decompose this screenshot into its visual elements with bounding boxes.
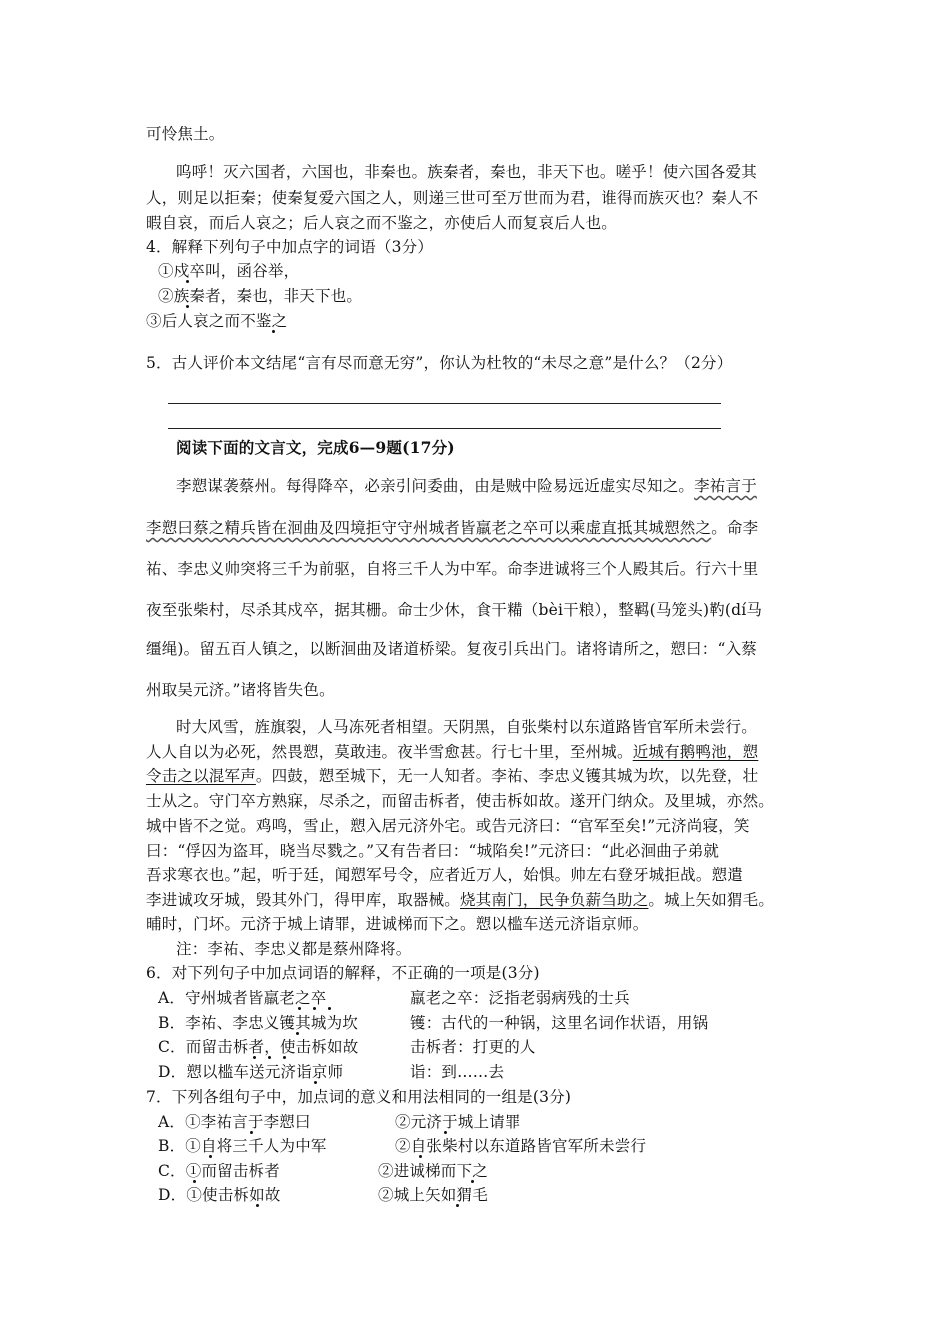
- section-heading: 阅读下面的文言文，完成6—9题(17分): [176, 438, 455, 457]
- answer-line: [168, 428, 721, 429]
- emphasis-dot: [313, 1007, 316, 1010]
- emphasis-dot: [296, 1032, 299, 1035]
- passage2-line: [146, 765, 758, 787]
- emphasis-dot: [283, 1056, 286, 1059]
- question-7-pair-a: ②元济于城上请罪: [395, 1113, 521, 1131]
- passage2-text: 。命李: [711, 519, 759, 537]
- passage2-line: 时大风雪，旌旗裂，人马冻死者相望。天阴黑，自张柴村以东道路皆官军所未尝行。: [176, 718, 757, 736]
- passage2-text: 。城上矢如猬毛。: [648, 891, 775, 909]
- passage2-line: 吾求寒衣也。”起，听于廷，闻愬军号令，应者近万人，始惧。帅左右登牙城拒战。愬遣: [146, 866, 743, 884]
- wavy-underlined-text: 李愬曰蔡之精兵皆在洄曲及四境拒守守州城者皆羸老之卒可以乘虚直抵其城愬然之: [146, 519, 712, 537]
- passage2-line: 士从之。守门卒方熟寐，尽杀之，而留击柝者，使击柝如故。遂开门纳众。及里城，亦然。: [146, 792, 775, 810]
- emphasis-dot: [209, 1155, 212, 1158]
- question-7-option-a: A．①李祐言于李愬曰: [158, 1113, 311, 1131]
- underlined-text: 近城有鹅鸭池，愬: [632, 743, 759, 761]
- passage2-line: [176, 475, 757, 497]
- passage1-line: 可怜焦土。: [146, 125, 225, 143]
- question-4-item: ③后人哀之而不鉴之: [146, 312, 288, 330]
- passage2-line: [146, 889, 774, 911]
- emphasis-dot: [471, 1180, 474, 1183]
- emphasis-dot: [456, 1204, 459, 1207]
- passage2-line: 缰绳)。留五百人镇之，以断洄曲及诸道桥梁。复夜引兵出门。诸将请所之，愬曰：“入蔡: [146, 640, 757, 658]
- emphasis-dot: [268, 1056, 271, 1059]
- passage2-line: 晡时，门坏。元济于城上请罪，进诚梯而下之。愬以槛车送元济诣京师。: [146, 915, 649, 933]
- emphasis-dot: [186, 280, 189, 283]
- emphasis-dot: [272, 330, 275, 333]
- underlined-text: 烧其南门，民争负薪刍助之: [460, 891, 649, 909]
- passage2-text: 人人自以为必死，然畏愬，莫敢违。夜半雪愈甚。行七十里，至州城。: [146, 743, 633, 761]
- question-5-stem: 5．古人评价本文结尾“言有尽而意无穷”，你认为杜牧的“未尽之意”是什么？（2分）: [146, 354, 733, 372]
- question-7-option-c: C．①而留击柝者: [158, 1162, 280, 1180]
- passage2-line: 祐、李忠义帅突将三千为前驱，自将三千人为中军。命李进诚将三个人殿其后。行六十里: [146, 560, 759, 578]
- passage2-line: 曰：“俘囚为盗耳，晓当尽戮之。”又有告者曰：“城陷矣!”元济曰：“此必洄曲子弟就: [146, 842, 720, 860]
- passage2-line: 州取吴元济。”诸将皆失色。: [146, 681, 335, 699]
- passage1-line: 暇自哀，而后人哀之；后人哀之而不鉴之，亦使后人而复哀后人也。: [146, 214, 618, 232]
- emphasis-dot: [250, 1131, 253, 1134]
- emphasis-dot: [186, 305, 189, 308]
- question-6-option-b: B．李祐、李忠义镬其城为坎: [158, 1014, 358, 1032]
- answer-line: [168, 403, 721, 404]
- passage2-line: [146, 741, 758, 763]
- question-6-stem: 6．对下列句子中加点词语的解释，不正确的一项是(3分): [146, 964, 540, 982]
- passage1-line: 人，则足以拒秦；使秦复爱六国之人，则递三世可至万世而为君，谁得而族灭也？秦人不: [146, 189, 759, 207]
- question-7-pair-c: ②进诚梯而下之: [378, 1162, 488, 1180]
- question-7-stem: 7．下列各组句子中，加点词的意义和用法相同的一组是(3分): [146, 1088, 572, 1106]
- question-7-pair-b: ②自张柴村以东道路皆官军所未尝行: [395, 1137, 647, 1155]
- emphasis-dot: [298, 1007, 301, 1010]
- question-6-option-d: D．愬以槛车送元济诣京师: [158, 1063, 344, 1081]
- passage2-text: 李进诚攻牙城，毁其外门，得甲库，取器械。: [146, 891, 461, 909]
- passage2-line: 城中皆不之觉。鸡鸣，雪止，愬入居元济外宅。或告元济曰：“官军至矣!”元济尚寝，笑: [146, 817, 750, 835]
- emphasis-dot: [328, 1007, 331, 1010]
- passage2-line: 夜至张柴村，尽杀其戍卒，据其栅。命士少休，食干糒（bèi干粮），整羁(马笼头)靮(dí马: [146, 601, 763, 619]
- question-4-item: ①戍卒叫，函谷举，: [158, 262, 300, 280]
- passage2-note: 注：李祐、李忠义都是蔡州降将。: [176, 940, 412, 958]
- passage2-text: 。四鼓，愬至城下，无一人知者。李祐、李忠义镬其城为坎，以先登，壮: [255, 767, 759, 785]
- question-7-pair-d: ②城上矢如猬毛: [378, 1186, 488, 1204]
- emphasis-dot: [444, 1131, 447, 1134]
- wavy-underlined-text: 李祐言于: [694, 477, 757, 495]
- question-6-gloss-c: 击柝者：打更的人: [410, 1038, 536, 1056]
- emphasis-dot: [193, 1180, 196, 1183]
- emphasis-dot: [253, 1056, 256, 1059]
- passage2-line: [146, 517, 758, 539]
- question-6-gloss-d: 诣：到……去: [410, 1063, 505, 1081]
- question-6-option-a: A．守州城者皆羸老之卒: [158, 989, 327, 1007]
- question-6-option-c: C．而留击柝者，使击柝如故: [158, 1038, 359, 1056]
- emphasis-dot: [314, 1081, 317, 1084]
- emphasis-dot: [256, 1204, 259, 1207]
- passage1-line: 呜呼！灭六国者，六国也，非秦也。族秦者，秦也，非天下也。嗟乎！使六国各爱其: [176, 163, 757, 181]
- question-7-option-b: B．①自将三千人为中军: [158, 1137, 327, 1155]
- emphasis-dot: [419, 1155, 422, 1158]
- question-6-gloss-b: 镬：古代的一种锅，这里名词作状语，用锅: [410, 1014, 709, 1032]
- underlined-text: 令击之以混军声: [146, 767, 256, 785]
- passage2-text: 李愬谋袭蔡州。每得降卒，必亲引问委曲，由是贼中险易远近虚实尽知之。: [176, 477, 695, 495]
- question-7-option-d: D．①使击柝如故: [158, 1186, 281, 1204]
- question-4-stem: 4．解释下列句子中加点字的词语（3分）: [146, 238, 434, 256]
- question-4-item: ②族秦者，秦也，非天下也。: [158, 287, 363, 305]
- question-6-gloss-a: 羸老之卒：泛指老弱病残的士兵: [410, 989, 630, 1007]
